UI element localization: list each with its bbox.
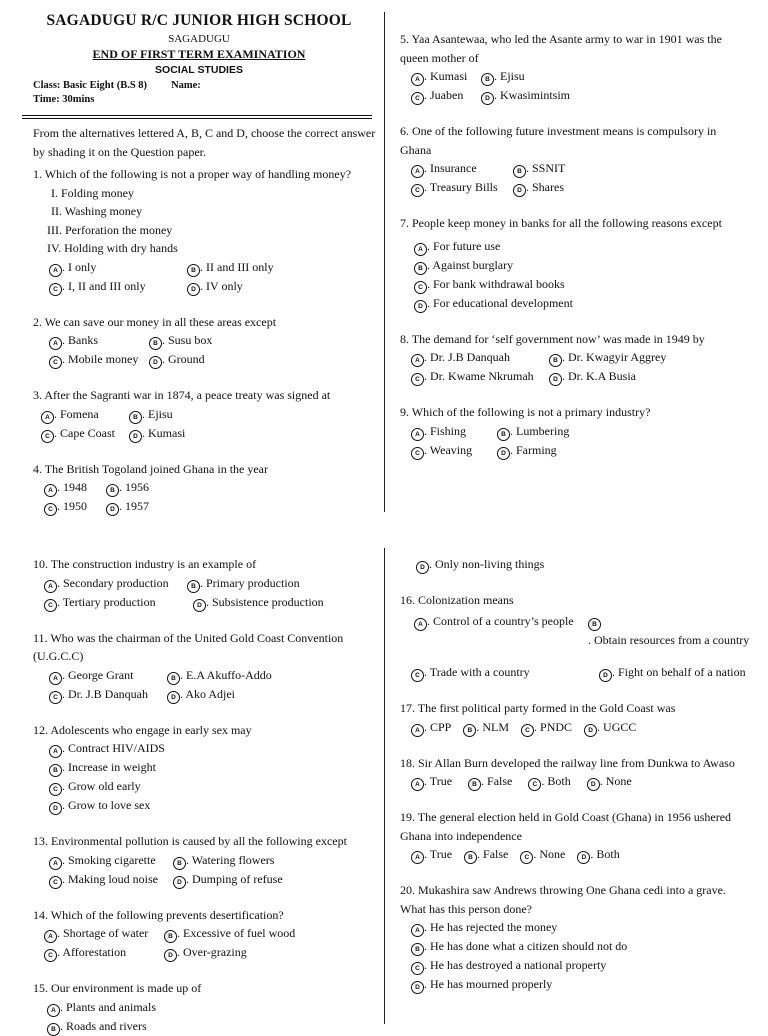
option-b[interactable]: B . Roads and rivers: [47, 1017, 347, 1036]
answer-bubble-a[interactable]: A: [411, 851, 424, 864]
option-c[interactable]: C . Cape Coast: [41, 424, 129, 443]
question-8: [400, 330, 745, 387]
option-a[interactable]: A . I only: [49, 258, 187, 277]
school-town: SAGADUGU: [168, 33, 230, 45]
option-c[interactable]: C . For bank withdrawal books: [414, 275, 714, 294]
header-rule: [22, 118, 372, 119]
answer-bubble-d[interactable]: D: [164, 949, 177, 962]
option-b[interactable]: B . II and III only: [187, 258, 357, 277]
exam-title: END OF FIRST TERM EXAMINATION: [92, 47, 306, 61]
answer-bubble-a[interactable]: A: [44, 930, 57, 943]
answer-bubble-a[interactable]: A: [411, 428, 424, 441]
question-text: 7. People keep money in banks for all the following reasons except: [400, 216, 722, 230]
question-1: [33, 165, 378, 296]
question-text: 2. We can save our money in all these areas except: [33, 314, 277, 329]
question-text: 16. Colonization means: [400, 593, 514, 607]
option-d[interactable]: D . Grow to love sex: [49, 796, 349, 815]
question-6: [400, 122, 745, 197]
column-divider: [384, 548, 385, 1024]
answer-bubble-b[interactable]: B: [588, 618, 601, 631]
answer-bubble-a[interactable]: A: [411, 778, 424, 791]
answer-bubble-d[interactable]: D: [129, 430, 142, 443]
answer-bubble-b[interactable]: B: [463, 724, 476, 737]
option-c[interactable]: C . Both: [528, 772, 570, 791]
left-column-top: [33, 124, 378, 516]
question-text: 11. Who was the chairman of the United Gold Coast Convention (U.G.C.C): [33, 630, 344, 663]
right-column-top: [400, 30, 745, 460]
header-rule: [22, 115, 372, 116]
subject-title: SOCIAL STUDIES: [155, 64, 243, 76]
option-d[interactable]: D . He has mourned properly: [411, 975, 711, 994]
option-c[interactable]: C . Dr. J.B Danquah: [49, 685, 167, 704]
option-d[interactable]: D . UGCC: [584, 718, 636, 737]
answer-bubble-a[interactable]: A: [49, 745, 62, 758]
answer-bubble-c[interactable]: C: [44, 599, 57, 612]
option-d[interactable]: D . Over-grazing: [164, 943, 334, 962]
question-text: 9. Which of the following is not a primary industry?: [400, 405, 651, 419]
option-b[interactable]: B . Increase in weight: [49, 758, 349, 777]
option-b[interactable]: B . False: [464, 845, 508, 864]
option-b[interactable]: B . Primary production: [187, 574, 357, 593]
option-a[interactable]: A . CPP: [411, 718, 451, 737]
answer-bubble-a[interactable]: A: [411, 354, 424, 367]
answer-bubble-c[interactable]: C: [521, 724, 534, 737]
option-c[interactable]: C . Tertiary production: [44, 593, 187, 612]
question-13: [33, 832, 378, 889]
column-divider: [384, 12, 385, 512]
question-text: 8. The demand for ‘self government now’ was made in 1949 by: [400, 331, 705, 346]
answer-bubble-b[interactable]: B: [173, 857, 186, 870]
option-b[interactable]: B . Susu box: [149, 331, 319, 350]
option-b[interactable]: B . Dr. Kwagyir Aggrey: [549, 348, 719, 367]
option-c[interactable]: C . 1950: [44, 497, 106, 516]
option-d[interactable]: D . IV only: [187, 277, 357, 296]
question-text: 14. Which of the following prevents desertification?: [33, 907, 284, 922]
option-d[interactable]: D . Fight on behalf of a nation: [599, 663, 768, 682]
answer-bubble-c[interactable]: C: [49, 691, 62, 704]
answer-bubble-d[interactable]: D: [584, 724, 597, 737]
question-text: 19. The general election held in Gold Coast (Ghana) in 1956 ushered Ghana into independence: [400, 810, 732, 843]
question-text: 4. The British Togoland joined Ghana in the year: [33, 461, 269, 476]
option-b[interactable]: B . NLM: [463, 718, 509, 737]
name-label: Name:: [171, 80, 201, 91]
answer-bubble-a[interactable]: A: [49, 672, 62, 685]
answer-bubble-b[interactable]: B: [464, 851, 477, 864]
answer-bubble-c[interactable]: C: [49, 356, 62, 369]
option-c[interactable]: C . Juaben: [411, 86, 481, 105]
question-15: [33, 979, 378, 1036]
option-d[interactable]: D . 1957: [106, 497, 276, 516]
exam-header: [26, 10, 372, 78]
option-a[interactable]: A . George Grant: [49, 666, 167, 685]
question-11: [33, 629, 378, 704]
option-a[interactable]: A . Control of a country’s people: [414, 614, 574, 628]
option-d[interactable]: D . Dumping of refuse: [173, 870, 343, 889]
question-17: [400, 699, 745, 737]
option-a[interactable]: A . He has rejected the money: [411, 918, 711, 937]
question-10: [33, 555, 378, 612]
answer-bubble-c[interactable]: C: [44, 949, 57, 962]
exam-meta: [33, 79, 201, 107]
option-b[interactable]: B . Against burglary: [414, 256, 714, 275]
school-name: SAGADUGU R/C JUNIOR HIGH SCHOOL: [46, 12, 352, 29]
question-text: 12. Adolescents who engage in early sex may: [33, 722, 252, 737]
answer-bubble-b[interactable]: B: [497, 428, 510, 441]
answer-bubble-d[interactable]: D: [577, 851, 590, 864]
answer-bubble-c[interactable]: C: [411, 669, 424, 682]
answer-bubble-d[interactable]: D: [414, 300, 427, 313]
option-d[interactable]: D . Both: [577, 845, 619, 864]
instructions: From the alternatives lettered A, B, C and D, choose the correct answer by shading it on the Question paper.: [33, 126, 376, 159]
statement-item: III. Perforation the money: [47, 222, 173, 237]
option-b[interactable]: B . Ejisu: [129, 405, 299, 424]
answer-bubble-b[interactable]: B: [187, 264, 200, 277]
question-16: [400, 591, 750, 682]
answer-bubble-d[interactable]: D: [513, 184, 526, 197]
right-column-bottom: [400, 555, 750, 994]
answer-bubble-a[interactable]: A: [44, 484, 57, 497]
answer-bubble-b[interactable]: B: [513, 165, 526, 178]
answer-bubble-a[interactable]: A: [411, 724, 424, 737]
answer-bubble-b[interactable]: B: [549, 354, 562, 367]
answer-bubble-c[interactable]: C: [528, 778, 541, 791]
question-12: [33, 721, 378, 816]
option-d[interactable]: D . Dr. K.A Busia: [549, 367, 719, 386]
answer-bubble-c[interactable]: C: [411, 447, 424, 460]
answer-bubble-a[interactable]: A: [49, 264, 62, 277]
time-label: Time: 30mins: [33, 94, 95, 105]
option-d[interactable]: D . Kwasimintsim: [481, 86, 651, 105]
option-a[interactable]: A . Banks: [49, 331, 149, 350]
option-c[interactable]: C . Making loud noise: [49, 870, 173, 889]
answer-bubble-d[interactable]: D: [193, 599, 206, 612]
answer-bubble-a[interactable]: A: [41, 411, 54, 424]
option-d[interactable]: D . For educational development: [414, 294, 714, 313]
answer-bubble-b[interactable]: B: [49, 764, 62, 777]
answer-bubble-a[interactable]: A: [411, 165, 424, 178]
option-d[interactable]: D . Farming: [497, 441, 667, 460]
answer-bubble-b[interactable]: B: [481, 73, 494, 86]
answer-bubble-b[interactable]: B: [47, 1023, 60, 1036]
statement-item: I. Folding money: [51, 185, 134, 200]
answer-bubble-b[interactable]: B: [414, 262, 427, 275]
option-d[interactable]: D . Only non-living things: [416, 555, 716, 574]
question-text: 6. One of the following future investment means is compulsory in Ghana: [400, 124, 717, 157]
answer-bubble-b[interactable]: B: [468, 778, 481, 791]
answer-bubble-d[interactable]: D: [481, 92, 494, 105]
answer-bubble-d[interactable]: D: [416, 561, 429, 574]
option-b[interactable]: B. Obtain resources from a country: [588, 612, 748, 631]
question-text: 17. The first political party formed in the Gold Coast was: [400, 701, 676, 715]
option-a[interactable]: A . Plants and animals: [47, 998, 347, 1017]
question-text: 10. The construction industry is an example of: [33, 557, 257, 571]
answer-bubble-c[interactable]: C: [520, 851, 533, 864]
question-18: [400, 754, 745, 792]
answer-bubble-c[interactable]: C: [44, 503, 57, 516]
option-d[interactable]: D . Subsistence production: [187, 593, 357, 612]
option-d[interactable]: D . Kumasi: [129, 424, 299, 443]
answer-bubble-a[interactable]: A: [49, 337, 62, 350]
option-b[interactable]: B . Excessive of fuel wood: [164, 924, 334, 943]
answer-bubble-c[interactable]: C: [411, 373, 424, 386]
option-a[interactable]: A . Smoking cigarette: [49, 851, 173, 870]
answer-bubble-c[interactable]: C: [41, 430, 54, 443]
option-b[interactable]: B . Lumbering: [497, 422, 667, 441]
answer-bubble-c[interactable]: C: [49, 783, 62, 796]
answer-bubble-c[interactable]: C: [411, 962, 424, 975]
option-c[interactable]: C . I, II and III only: [49, 277, 187, 296]
question-15-continued: [400, 555, 745, 574]
question-20: [400, 881, 745, 994]
answer-bubble-c[interactable]: C: [49, 283, 62, 296]
answer-bubble-d[interactable]: D: [497, 447, 510, 460]
question-text: 20. Mukashira saw Andrews throwing One Ghana cedi into a grave. What has this person done?: [400, 883, 726, 916]
answer-bubble-d[interactable]: D: [587, 778, 600, 791]
option-b[interactable]: B . He has done what a citizen should not do: [411, 937, 711, 956]
option-c[interactable]: C . None: [520, 845, 565, 864]
option-a[interactable]: A . Dr. J.B Danquah: [411, 348, 549, 367]
answer-bubble-d[interactable]: D: [173, 876, 186, 889]
option-a[interactable]: A . Fomena: [41, 405, 129, 424]
answer-bubble-d[interactable]: D: [49, 802, 62, 815]
answer-bubble-d[interactable]: D: [149, 356, 162, 369]
question-text: 15. Our environment is made up of: [33, 981, 202, 995]
answer-bubble-d[interactable]: D: [549, 373, 562, 386]
option-a[interactable]: A . Secondary production: [44, 574, 187, 593]
option-b[interactable]: B . False: [468, 772, 512, 791]
option-a[interactable]: A . True: [411, 772, 452, 791]
left-column-bottom: [33, 555, 378, 1036]
question-9: [400, 403, 745, 460]
question-2: [33, 313, 378, 370]
question-7: [400, 214, 745, 313]
answer-bubble-d[interactable]: D: [187, 283, 200, 296]
answer-bubble-b[interactable]: B: [411, 943, 424, 956]
answer-bubble-a[interactable]: A: [44, 580, 57, 593]
option-c[interactable]: C . Trade with a country: [411, 663, 599, 682]
option-d[interactable]: D . Shares: [513, 178, 683, 197]
question-text: 13. Environmental pollution is caused by all the following except: [33, 834, 347, 848]
question-text: 3. After the Sagranti war in 1874, a peace treaty was signed at: [33, 388, 331, 402]
option-a[interactable]: A . 1948: [44, 478, 106, 497]
answer-bubble-b[interactable]: B: [149, 337, 162, 350]
question-19: [400, 808, 745, 864]
option-d[interactable]: D . Ground: [149, 350, 319, 369]
option-b[interactable]: B . 1956: [106, 478, 276, 497]
answer-bubble-d[interactable]: D: [167, 691, 180, 704]
option-c[interactable]: C . Weaving: [411, 441, 497, 460]
question-14: [33, 906, 378, 963]
option-d[interactable]: D . None: [587, 772, 632, 791]
statement-item: IV. Holding with dry hands: [47, 241, 178, 255]
option-c[interactable]: C . Afforestation: [44, 943, 164, 962]
answer-bubble-b[interactable]: B: [187, 580, 200, 593]
option-c[interactable]: C . Treasury Bills: [411, 178, 513, 197]
statement-item: II. Washing money: [51, 204, 143, 218]
option-a[interactable]: A . True: [411, 845, 452, 864]
option-a[interactable]: A . Contract HIV/AIDS: [49, 739, 349, 758]
answer-bubble-a[interactable]: A: [411, 73, 424, 86]
answer-bubble-b[interactable]: B: [129, 411, 142, 424]
option-c[interactable]: C . Grow old early: [49, 777, 349, 796]
question-3: [33, 386, 378, 443]
answer-bubble-d[interactable]: D: [411, 981, 424, 994]
answer-bubble-b[interactable]: B: [106, 484, 119, 497]
option-b[interactable]: B . Ejisu: [481, 67, 651, 86]
question-4: [33, 460, 378, 517]
option-c[interactable]: C . PNDC: [521, 718, 572, 737]
option-c[interactable]: C . He has destroyed a national property: [411, 956, 711, 975]
option-a[interactable]: A . Fishing: [411, 422, 497, 441]
option-b[interactable]: B . Watering flowers: [173, 851, 343, 870]
answer-bubble-d[interactable]: D: [106, 503, 119, 516]
option-b[interactable]: B . E.A Akuffo-Addo: [167, 666, 337, 685]
answer-bubble-d[interactable]: D: [599, 669, 612, 682]
answer-bubble-c[interactable]: C: [414, 281, 427, 294]
option-a[interactable]: A . For future use: [414, 237, 714, 256]
question-text: 5. Yaa Asantewaa, who led the Asante army to war in 1901 was the queen mother of: [400, 32, 722, 65]
option-b[interactable]: B . SSNIT: [513, 159, 683, 178]
option-a[interactable]: A . Kumasi: [411, 67, 481, 86]
answer-bubble-b[interactable]: B: [167, 672, 180, 685]
answer-bubble-a[interactable]: A: [414, 618, 427, 631]
option-d[interactable]: D . Ako Adjei: [167, 685, 337, 704]
option-a[interactable]: A . Shortage of water: [44, 924, 164, 943]
answer-bubble-a[interactable]: A: [411, 924, 424, 937]
option-a[interactable]: A . Insurance: [411, 159, 513, 178]
answer-bubble-c[interactable]: C: [49, 876, 62, 889]
answer-bubble-b[interactable]: B: [164, 930, 177, 943]
answer-bubble-c[interactable]: C: [411, 184, 424, 197]
answer-bubble-a[interactable]: A: [47, 1004, 60, 1017]
question-text: 1. Which of the following is not a proper way of handling money?: [33, 167, 352, 181]
answer-bubble-c[interactable]: C: [411, 92, 424, 105]
option-c[interactable]: C . Dr. Kwame Nkrumah: [411, 367, 549, 386]
answer-bubble-a[interactable]: A: [49, 857, 62, 870]
question-5: [400, 30, 745, 105]
answer-bubble-a[interactable]: A: [414, 243, 427, 256]
class-label: Class: Basic Eight (B.S 8): [33, 80, 148, 91]
option-c[interactable]: C . Mobile money: [49, 350, 149, 369]
question-text: 18. Sir Allan Burn developed the railway line from Dunkwa to Awaso: [400, 755, 735, 770]
